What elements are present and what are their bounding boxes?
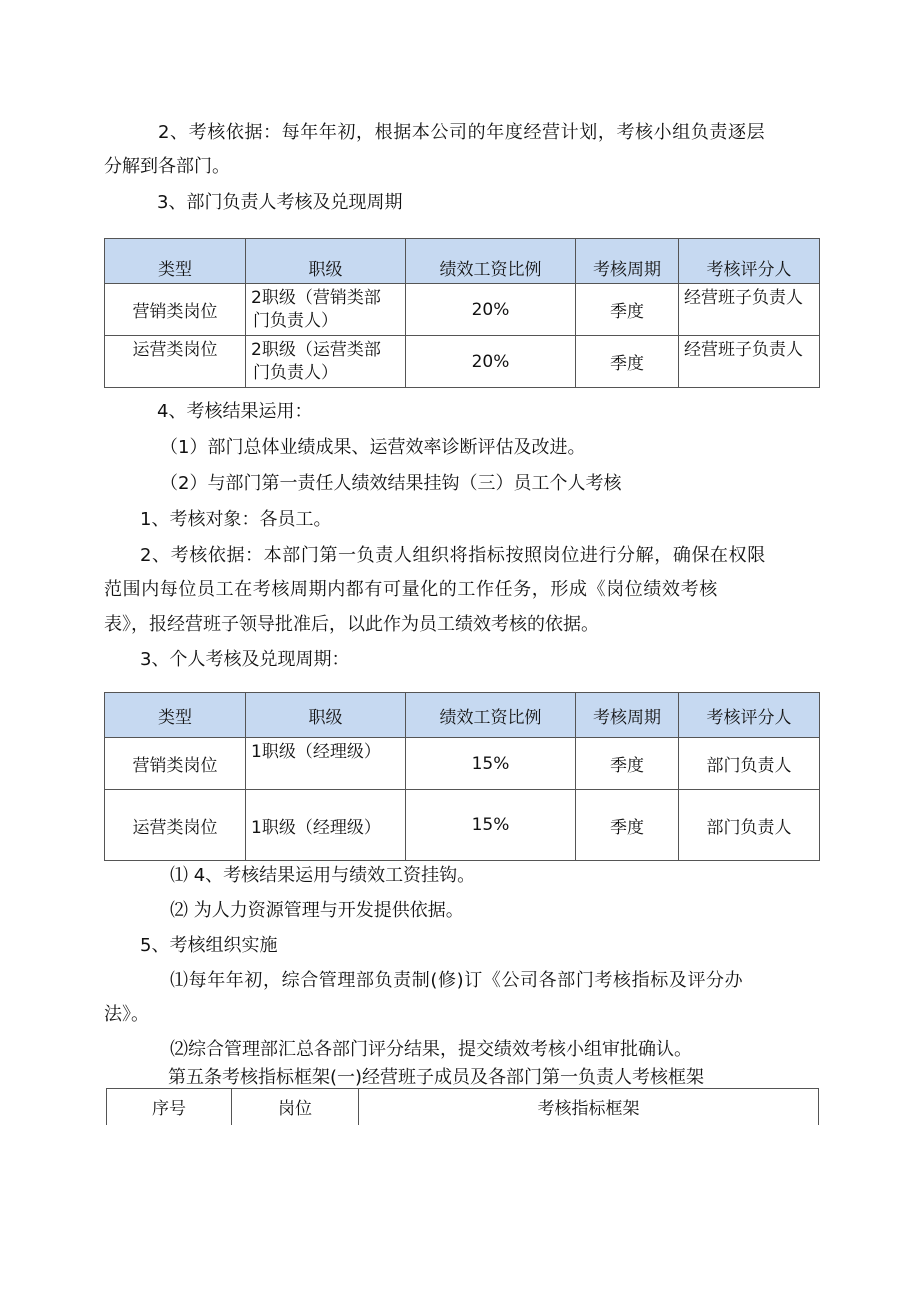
cell-level xyxy=(246,336,406,388)
col-header-level: 职级 xyxy=(246,693,406,738)
table-row xyxy=(105,336,820,388)
cell-type: 运营类岗位 xyxy=(105,336,246,388)
heading-result-use: 4、考核结果运用： xyxy=(157,401,313,422)
paragraph-use-item2: ⑵ 为人力资源管理与开发提供依据。 xyxy=(170,900,464,921)
paragraph-basis-line2: 分解到各部门。 xyxy=(104,156,230,177)
cell-rater: 部门负责人 xyxy=(679,790,820,861)
heading-personal-cycle: 3、个人考核及兑现周期： xyxy=(140,649,350,670)
col-header-index: 序号 xyxy=(107,1089,232,1125)
cell-level-line1: 2职级（营销类部 xyxy=(251,288,381,308)
cell-type: 营销类岗位 xyxy=(105,738,246,790)
cell-type: 运营类岗位 xyxy=(105,790,246,861)
cell-level-line2: 门负责人） xyxy=(253,363,338,383)
cell-period: 季度 xyxy=(576,336,679,388)
col-header-post: 岗位 xyxy=(232,1089,359,1125)
cell-period: 季度 xyxy=(576,738,679,790)
col-header-framework: 考核指标框架 xyxy=(359,1089,819,1125)
cell-ratio: 15% xyxy=(406,790,576,861)
table-row xyxy=(105,790,820,861)
cell-type: 营销类岗位 xyxy=(105,284,246,336)
col-header-period: 考核周期 xyxy=(576,239,679,284)
paragraph-impl2: ⑵综合管理部汇总各部门评分结果，提交绩效考核小组审批确认。 xyxy=(170,1039,692,1060)
cell-period: 季度 xyxy=(576,790,679,861)
table-header-row xyxy=(107,1089,819,1125)
section-title-framework: 第五条考核指标框架(一)经营班子成员及各部门第一负责人考核框架 xyxy=(168,1067,705,1088)
col-header-type: 类型 xyxy=(105,693,246,738)
framework-table xyxy=(106,1088,819,1125)
table-header-row xyxy=(105,239,820,284)
col-header-level: 职级 xyxy=(246,239,406,284)
cell-ratio: 20% xyxy=(406,336,576,388)
cell-ratio: 20% xyxy=(406,284,576,336)
dept-head-assessment-table xyxy=(104,238,820,388)
cell-level: 1职级（经理级） xyxy=(246,738,406,790)
cell-level: 1职级（经理级） xyxy=(246,790,406,861)
cell-period: 季度 xyxy=(576,284,679,336)
paragraph-basis-line1: 2、考核依据：每年年初，根据本公司的年度经营计划，考核小组负责逐层 xyxy=(158,122,766,143)
heading-dept-cycle: 3、部门负责人考核及兑现周期 xyxy=(157,192,403,213)
paragraph-target: 1、考核对象：各员工。 xyxy=(140,509,332,530)
paragraph-result-item2: （2）与部门第一责任人绩效结果挂钩（三）员工个人考核 xyxy=(160,473,622,494)
cell-ratio: 15% xyxy=(406,738,576,790)
table-row xyxy=(105,738,820,790)
col-header-ratio: 绩效工资比例 xyxy=(406,239,576,284)
col-header-ratio: 绩效工资比例 xyxy=(406,693,576,738)
col-header-type: 类型 xyxy=(105,239,246,284)
table-row xyxy=(105,284,820,336)
heading-implementation: 5、考核组织实施 xyxy=(140,935,278,956)
cell-rater: 经营班子负责人 xyxy=(679,336,820,388)
paragraph-impl1-line1: ⑴每年年初，综合管理部负责制(修)订《公司各部门考核指标及评分办 xyxy=(170,970,744,991)
paragraph-basis2-line1: 2、考核依据：本部门第一负责人组织将指标按照岗位进行分解，确保在权限 xyxy=(140,545,766,566)
paragraph-basis2-line2: 范围内每位员工在考核周期内都有可量化的工作任务，形成《岗位绩效考核 xyxy=(104,579,718,600)
paragraph-result-item1: （1）部门总体业绩成果、运营效率诊断评估及改进。 xyxy=(160,437,586,458)
cell-rater: 经营班子负责人 xyxy=(679,284,820,336)
paragraph-impl1-line2: 法》。 xyxy=(104,1004,149,1025)
cell-level-line1: 2职级（运营类部 xyxy=(251,340,381,360)
personal-assessment-table xyxy=(104,692,820,861)
cell-level-line2: 门负责人） xyxy=(253,311,338,331)
col-header-rater: 考核评分人 xyxy=(679,239,820,284)
table-header-row xyxy=(105,693,820,738)
cell-level xyxy=(246,284,406,336)
col-header-rater: 考核评分人 xyxy=(679,693,820,738)
paragraph-basis2-line3: 表》，报经营班子领导批准后，以此作为员工绩效考核的依据。 xyxy=(104,614,599,635)
paragraph-use-item1: ⑴ 4、考核结果运用与绩效工资挂钩。 xyxy=(170,865,476,886)
cell-rater: 部门负责人 xyxy=(679,738,820,790)
col-header-period: 考核周期 xyxy=(576,693,679,738)
